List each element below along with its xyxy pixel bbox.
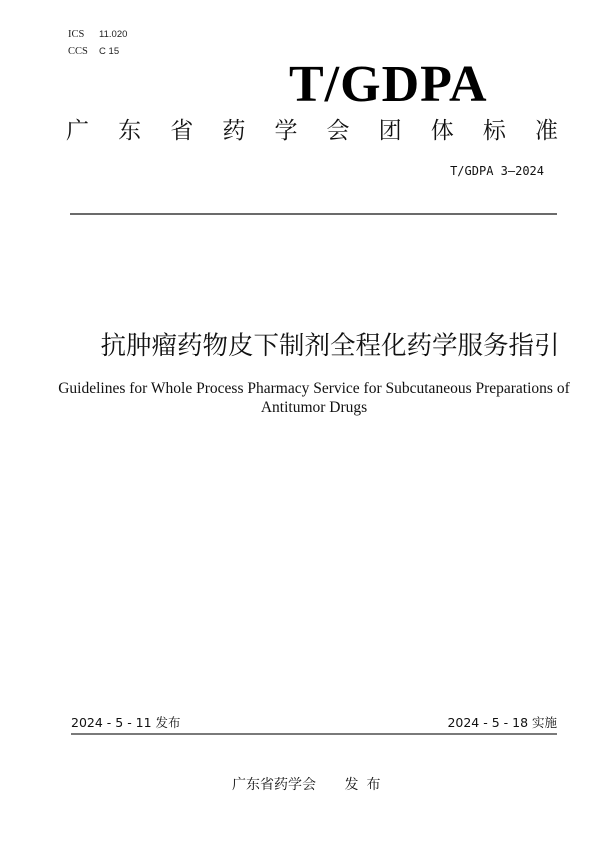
publisher-line (232, 775, 388, 795)
header-char: 省 (170, 118, 194, 144)
standard-logo: T/GDPA (289, 56, 488, 113)
effective-date: 2024 - 5 - 18 实施 (447, 715, 557, 730)
ccs-code (68, 43, 127, 60)
header-char: 会 (326, 118, 350, 144)
document-number: T/GDPA 3—2024 (450, 164, 544, 178)
publisher-action: 发布 (344, 777, 389, 793)
ics-code (68, 26, 127, 43)
org-standard-header (66, 114, 558, 148)
header-char: 准 (534, 118, 558, 144)
title-english (40, 379, 588, 417)
ccs-label: CCS (68, 46, 88, 57)
header-char: 广 (66, 118, 89, 144)
header-char: 标 (482, 118, 506, 144)
header-char: 体 (430, 118, 454, 144)
top-divider (70, 213, 557, 215)
ics-value: 11.020 (99, 29, 128, 40)
header-char: 东 (118, 118, 142, 144)
publisher-name: 广东省药学会 (232, 777, 316, 793)
header-char: 学 (274, 118, 298, 144)
title-english-line2: Antitumor Drugs (260, 399, 368, 416)
ics-label: ICS (68, 29, 85, 40)
header-char: 团 (378, 118, 402, 144)
ccs-value: C 15 (99, 46, 120, 57)
header-char: 药 (222, 118, 246, 144)
issue-date: 2024 - 5 - 11 发布 (71, 715, 181, 730)
bottom-divider (71, 733, 557, 735)
title-english-line1: Guidelines for Whole Process Pharmacy Service for Subcutaneous Preparations of (58, 380, 570, 397)
title-chinese: 抗肿瘤药物皮下制剂全程化药学服务指引 (100, 331, 560, 361)
classification-codes (68, 26, 127, 60)
